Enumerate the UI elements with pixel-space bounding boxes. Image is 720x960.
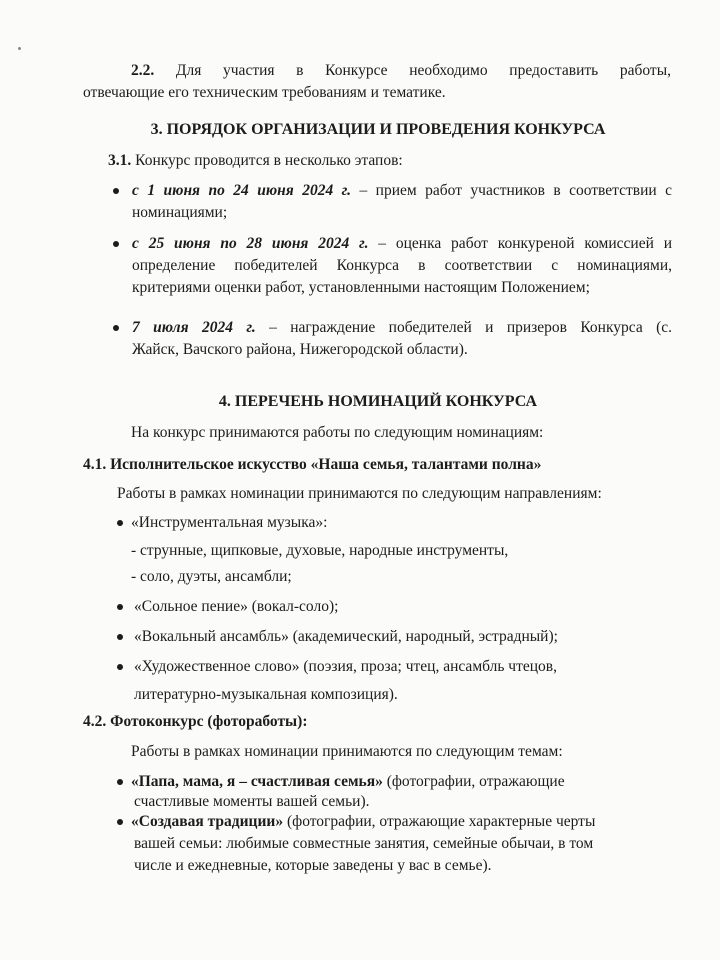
section4-title: 4. ПЕРЕЧЕНЬ НОМИНАЦИЙ КОНКУРСА [218,393,538,410]
n4-2-theme2-title: «Создавая традиции» [131,813,284,830]
stage2-date: с 25 июня по 28 июня 2024 г. [132,235,369,252]
stage1-line1 [132,180,672,202]
n4-1-sub2: - соло, дуэты, ансамбли; [131,568,292,585]
scan-speck [18,47,21,50]
n4-2-intro: Работы в рамках номинации принимаются по следующим темам: [131,743,563,760]
n4-2-theme1-line1 [131,771,691,793]
section3-title: 3. ПОРЯДОК ОРГАНИЗАЦИИ И ПРОВЕДЕНИЯ КОНКУРСА [150,121,606,138]
stage3-line2: Жайск, Вачского района, Нижегородской области). [132,341,468,358]
p3-1 [108,150,668,172]
bullet [117,779,123,785]
n4-1-item4-line1: «Художественное слово» (поэзия, проза; чтец, ансамбль чтецов, [134,658,557,675]
stage3-text: – награждение победителей и призеров Конкурса (с. [255,319,672,336]
stage2-line3: критериями оценки работ, установленными настоящим Положением; [132,279,590,296]
stage3-line1 [132,317,672,339]
p3-1-num: 3.1. [108,152,132,169]
p2-2-line2: отвечающие его техническим требованиям и тематике. [83,84,446,101]
p3-1-text: Конкурс проводится в несколько этапов: [131,152,403,169]
bullet [117,604,123,610]
n4-1-item3: «Вокальный ансамбль» (академический, народный, эстрадный); [134,628,558,645]
n4-1-item1: «Инструментальная музыка»: [131,514,328,531]
stage3-date: 7 июля 2024 г. [132,319,256,336]
n4-1-item4-line2: литературно-музыкальная композиция). [134,686,398,703]
bullet [117,819,123,825]
bullet [113,188,119,194]
stage1-line2: номинациями; [132,204,228,221]
p2-2-line1 [131,60,671,82]
n4-2-theme2-text: (фотографии, отражающие характерные черты [283,813,596,830]
stage1-text: – прием работ участников в соответствии с [351,182,672,199]
n4-1-sub1: - струнные, щипковые, духовые, народные инструменты, [131,542,509,559]
n4-1-title: 4.1. Исполнительское искусство «Наша семья, талантами полна» [83,456,542,473]
n4-2-theme1-text: (фотографии, отражающие [382,773,565,790]
n4-1-intro: Работы в рамках номинации принимаются по следующим направлениям: [117,485,602,502]
bullet [117,634,123,640]
bullet [113,241,119,247]
p2-2-text: Для участия в Конкурсе необходимо предоставить работы, [154,62,671,79]
stage2-line2: определение победителей Конкурса в соответствии с номинациями, [132,257,672,274]
n4-2-theme2-line1 [131,811,691,833]
section4-intro: На конкурс принимаются работы по следующим номинациям: [131,424,544,441]
bullet [117,520,123,526]
stage2-line1 [132,233,672,255]
p2-2-num: 2.2. [131,62,155,79]
n4-1-item2: «Сольное пение» (вокал-соло); [134,598,339,615]
bullet [117,664,123,670]
stage2-text: – оценка работ конкуреной комиссией и [368,235,673,252]
n4-2-theme2-line2: вашей семьи: любимые совместные занятия, семейные обычаи, в том [134,835,594,852]
bullet [113,325,119,331]
n4-2-theme1-title: «Папа, мама, я – счастливая семья» [131,773,383,790]
n4-2-title: 4.2. Фотоконкурс (фотоработы): [83,713,308,730]
stage1-date: с 1 июня по 24 июня 2024 г. [132,182,352,199]
n4-2-theme2-line3: числе и ежедневные, которые заведены у вас в семье). [134,857,492,874]
n4-2-theme1-line2: счастливые моменты вашей семьи). [134,793,370,810]
